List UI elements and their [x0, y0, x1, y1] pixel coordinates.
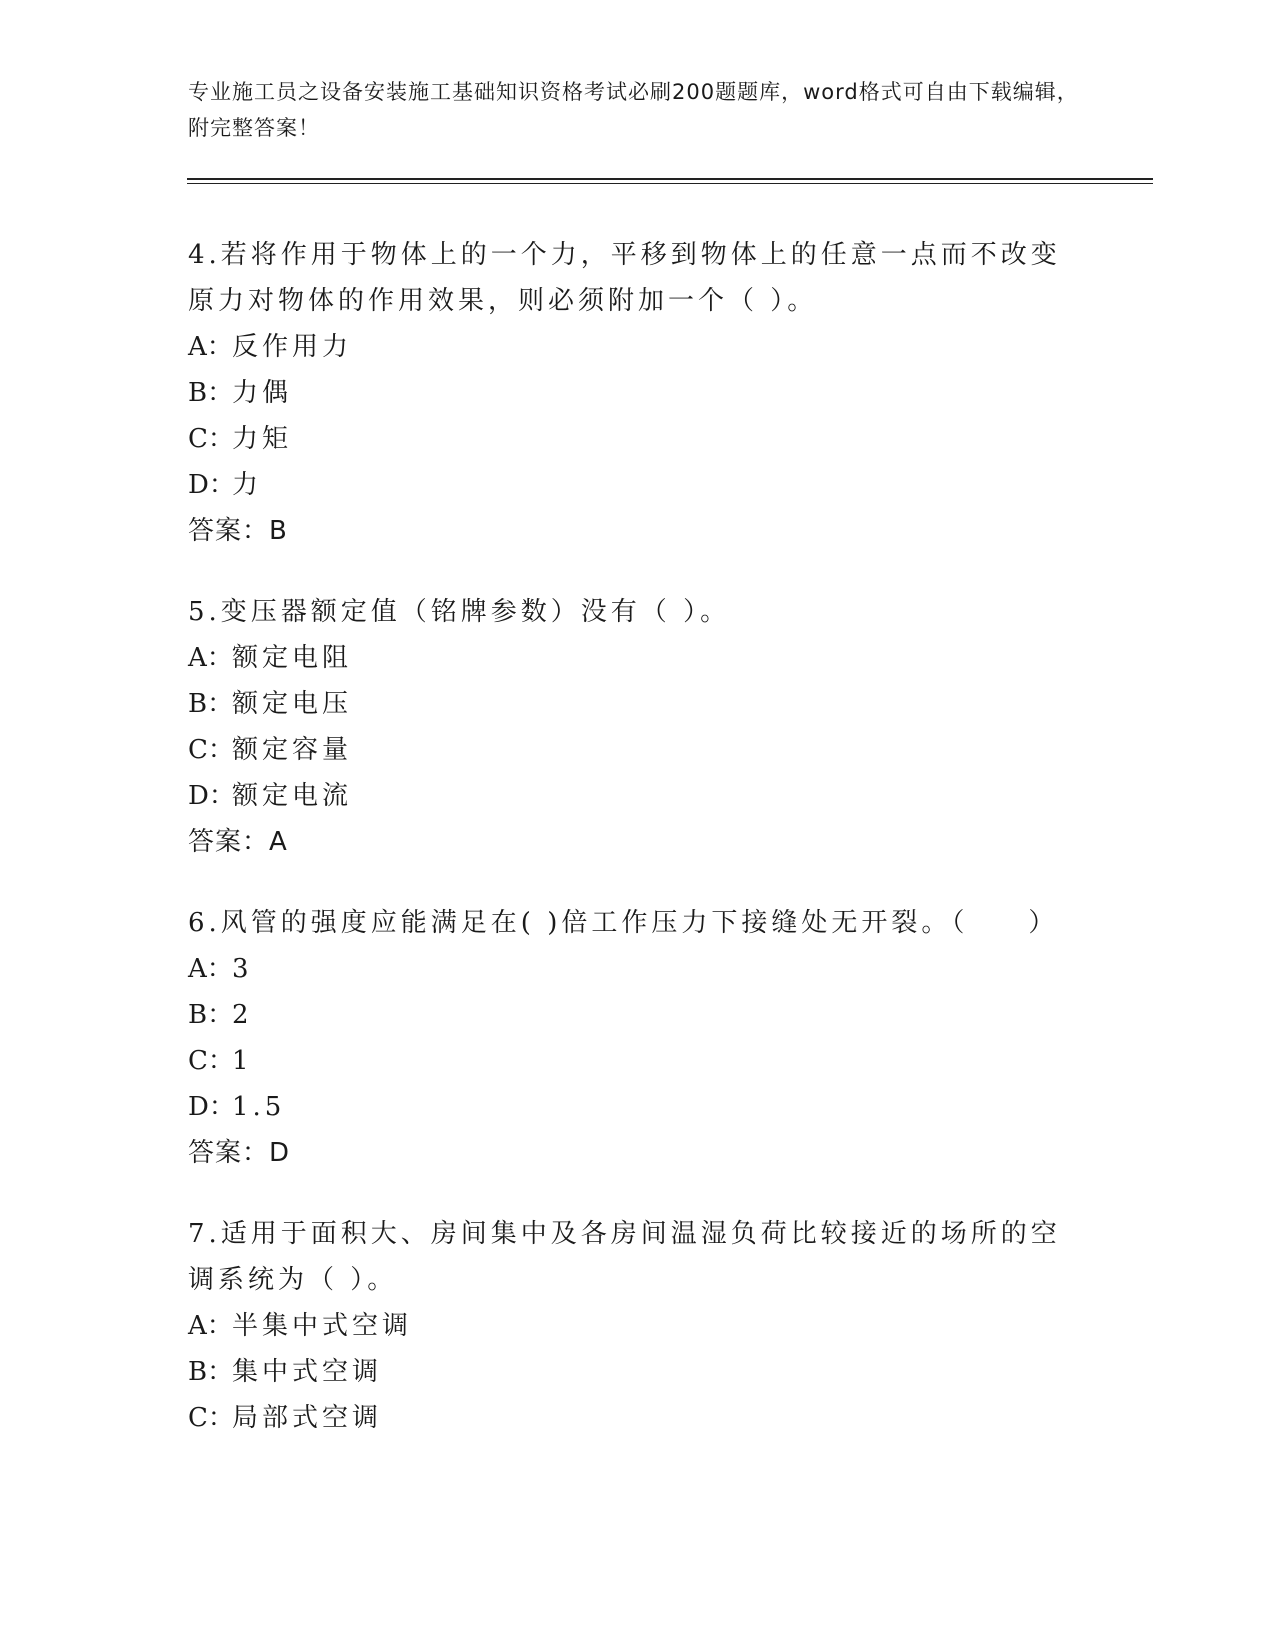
option-d [188, 462, 1068, 508]
option-text: 额定电阻 [232, 643, 353, 673]
option-b [188, 370, 1068, 416]
option-key: B： [188, 1357, 234, 1387]
option-key: C： [188, 1403, 234, 1433]
option-a [188, 635, 1068, 681]
question-list [188, 232, 1068, 1476]
option-key: B： [188, 378, 234, 408]
option-key: D： [188, 1092, 235, 1122]
option-b [188, 992, 1068, 1038]
option-c [188, 1395, 1068, 1441]
option-a [188, 324, 1068, 370]
question-4 [188, 232, 1068, 554]
option-b [188, 1349, 1068, 1395]
question-5 [188, 589, 1068, 865]
answer-line: 答案：B [188, 516, 288, 546]
option-text: 反作用力 [232, 332, 353, 362]
option-a [188, 1303, 1068, 1349]
option-text: 集中式空调 [232, 1357, 383, 1387]
option-key: D： [188, 470, 235, 500]
option-key: C： [188, 424, 234, 454]
option-c [188, 727, 1068, 773]
option-text: 额定电流 [232, 781, 353, 811]
question-stem: 6.风管的强度应能满足在( )倍工作压力下接缝处无开裂。（ ） [188, 908, 1059, 938]
option-a [188, 946, 1068, 992]
option-key: D： [188, 781, 235, 811]
question-stem: 7.适用于面积大、房间集中及各房间温湿负荷比较接近的场所的空调系统为（ ）。 [188, 1219, 1061, 1295]
option-b [188, 681, 1068, 727]
option-key: C： [188, 1046, 234, 1076]
option-key: A： [188, 954, 233, 984]
option-text: 1 [232, 1046, 253, 1076]
option-text: 1.5 [232, 1092, 286, 1122]
question-stem: 5.变压器额定值（铭牌参数）没有（ ）。 [188, 597, 731, 627]
option-text: 3 [232, 954, 253, 984]
question-7 [188, 1211, 1068, 1441]
option-key: B： [188, 1000, 234, 1030]
answer-line: 答案：A [188, 827, 288, 857]
option-text: 2 [232, 1000, 253, 1030]
option-text: 力 [232, 470, 263, 500]
option-text: 额定电压 [232, 689, 353, 719]
option-key: A： [188, 1311, 233, 1341]
option-key: A： [188, 332, 233, 362]
answer-line: 答案：D [188, 1138, 291, 1168]
option-key: C： [188, 735, 234, 765]
option-text: 力矩 [232, 424, 293, 454]
option-text: 局部式空调 [232, 1403, 383, 1433]
option-c [188, 416, 1068, 462]
question-6 [188, 900, 1068, 1176]
option-c [188, 1038, 1068, 1084]
option-d [188, 1084, 1068, 1130]
option-key: B： [188, 689, 234, 719]
option-text: 力偶 [232, 378, 293, 408]
document-header: 专业施工员之设备安装施工基础知识资格考试必刷200题题库，word格式可自由下载编辑，附完整答案！ [188, 80, 1079, 140]
option-text: 半集中式空调 [232, 1311, 413, 1341]
header-divider [187, 178, 1153, 184]
option-key: A： [188, 643, 233, 673]
question-stem: 4.若将作用于物体上的一个力，平移到物体上的任意一点而不改变原力对物体的作用效果，则必须附加一个（ ）。 [188, 240, 1061, 316]
option-text: 额定容量 [232, 735, 353, 765]
option-d [188, 773, 1068, 819]
